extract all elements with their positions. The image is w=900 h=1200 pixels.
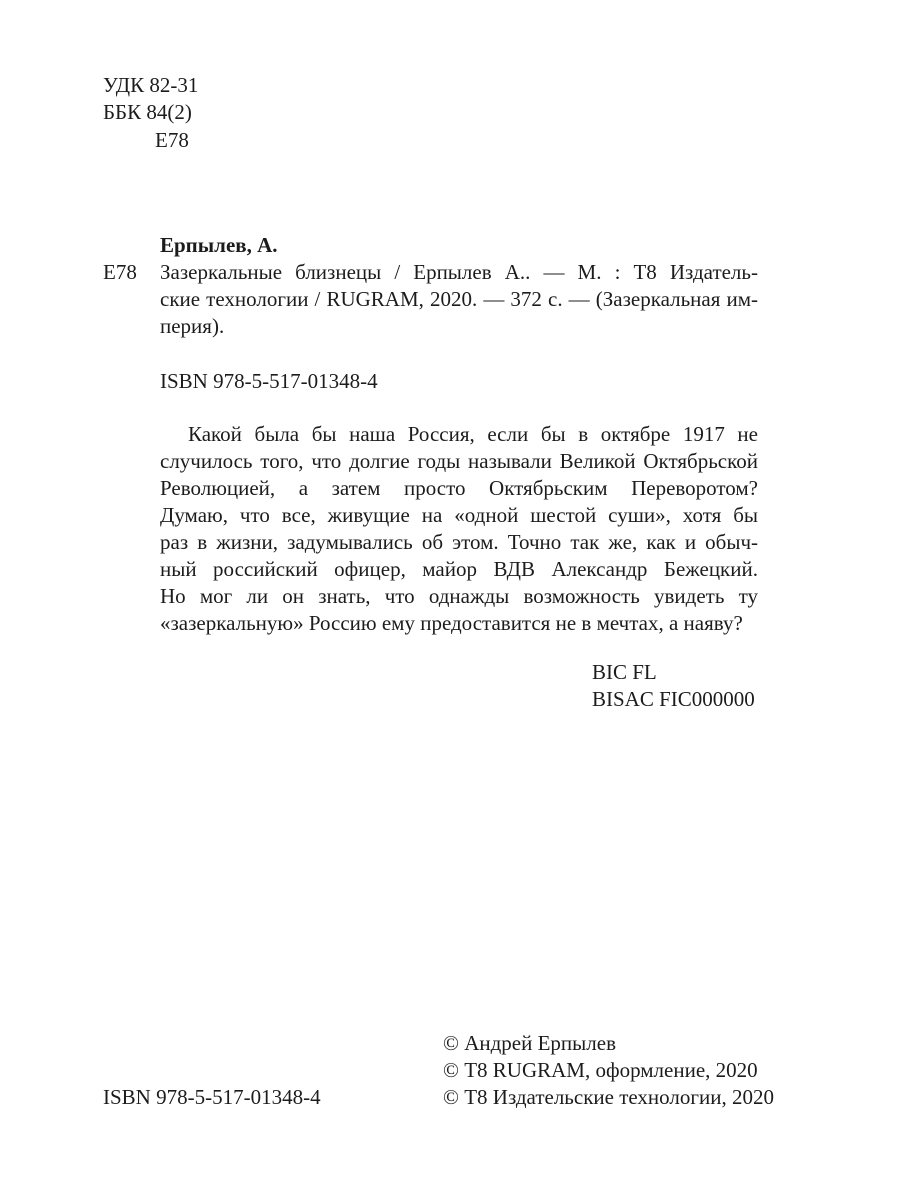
annotation-line: случилось того, что долгие годы называли Великой Октябрьской xyxy=(160,449,758,473)
bibliographic-description xyxy=(160,259,758,340)
biblio-line: перия). xyxy=(160,314,225,338)
udk-code: УДК 82-31 xyxy=(103,73,199,97)
author-sign-side: Е78 xyxy=(103,260,137,284)
bic-code: BIC FL xyxy=(592,660,657,684)
biblio-line: ские технологии / RUGRAM, 2020. — 372 с. — (Зазеркальная им- xyxy=(160,287,758,311)
annotation-line: раз в жизни, задумывались об этом. Точно так же, как и обыч- xyxy=(160,530,758,554)
annotation-line: Революцией, а затем просто Октябрьским Переворотом? xyxy=(160,476,758,500)
bbk-code: ББК 84(2) xyxy=(103,100,192,124)
bisac-code: BISAC FIC000000 xyxy=(592,687,755,711)
annotation-line: «зазеркальную» Россию ему предоставится не в мечтах, а наяву? xyxy=(160,611,743,635)
annotation-line: Какой была бы наша Россия, если бы в октябре 1917 не xyxy=(188,422,758,446)
biblio-line: Зазеркальные близнецы / Ерпылев А.. — М. : Т8 Издатель- xyxy=(160,260,758,284)
author-sign-top: Е78 xyxy=(155,128,189,152)
copyright-design: © Т8 RUGRAM, оформление, 2020 xyxy=(443,1058,758,1082)
isbn-main: ISBN 978-5-517-01348-4 xyxy=(160,369,378,393)
annotation-line: ный российский офицер, майор ВДВ Александр Бежецкий. xyxy=(160,557,758,581)
author-heading: Ерпылев, А. xyxy=(160,233,278,257)
copyright-publisher: © Т8 Издательские технологии, 2020 xyxy=(443,1085,774,1109)
annotation xyxy=(160,421,758,637)
copyright-author: © Андрей Ерпылев xyxy=(443,1031,616,1055)
annotation-line: Думаю, что все, живущие на «одной шестой суши», хотя бы xyxy=(160,503,758,527)
annotation-line: Но мог ли он знать, что однажды возможность увидеть ту xyxy=(160,584,758,608)
isbn-bottom: ISBN 978-5-517-01348-4 xyxy=(103,1085,321,1109)
